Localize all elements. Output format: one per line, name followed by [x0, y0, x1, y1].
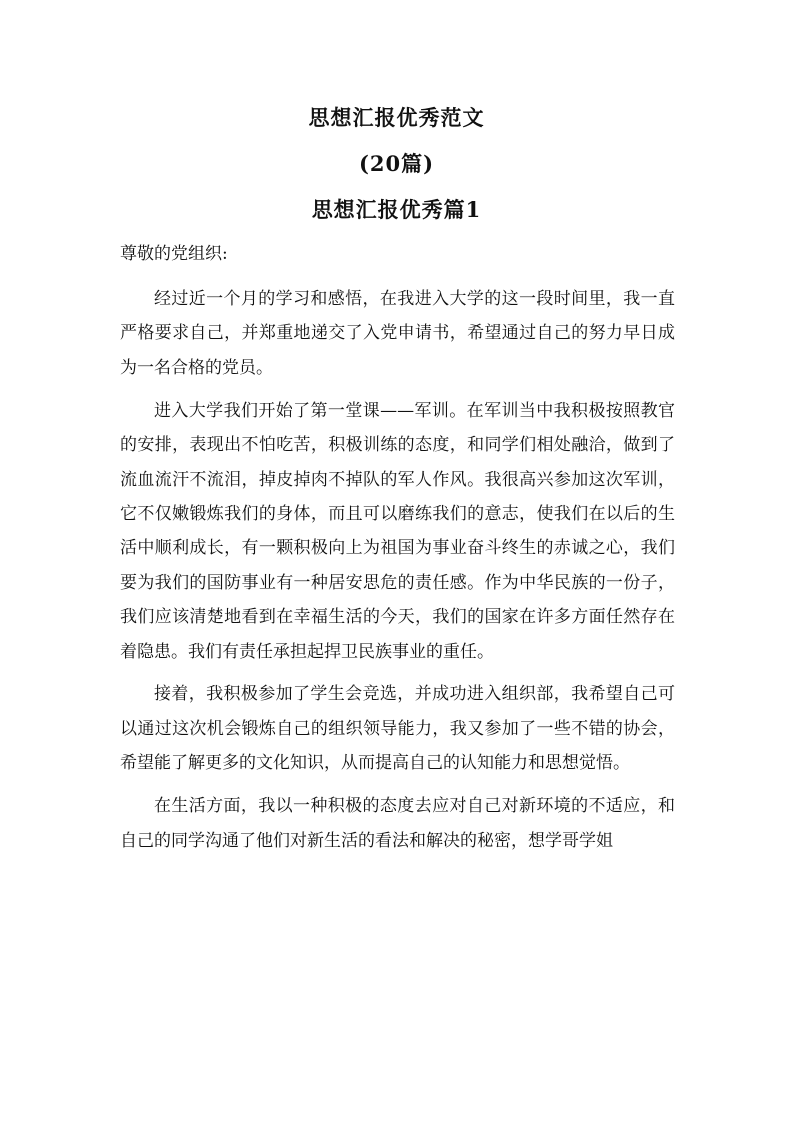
paragraph-1: 经过近一个月的学习和感悟，在我进入大学的这一段时间里，我一直严格要求自己，并郑重地递交了入党申请书，希望通过自己的努力早日成为一名合格的党员。	[120, 289, 675, 378]
body-text	[120, 282, 675, 867]
paragraph-2: 进入大学我们开始了第一堂课——军训。在军训当中我积极按照教官的安排，表现出不怕吃苦，积极训练的态度，和同学们相处融洽，做到了流血流汗不流泪，掉皮掉肉不掉队的军人作风。我很高兴参加这次军训，它不仅嫩锻炼我们的身体，而且可以磨练我们的意志，使我们在以后的生活中顺利成长，有一颗积极向上为祖国为事业奋斗终生的赤诚之心，我们要为我们的国防事业有一种居安思危的责任感。作为中华民族的一份子，我们应该清楚地看到在幸福生活的今天，我们的国家在许多方面任然存在着隐患。我们有责任承担起捍卫民族事业的重任。	[120, 400, 675, 662]
document-subtitle: (20篇)	[358, 151, 435, 176]
paragraph-4: 在生活方面，我以一种积极的态度去应对自己对新环境的不适应，和自己的同学沟通了他们对新生活的看法和解决的秘密，想学哥学姐	[120, 796, 675, 851]
salutation: 尊敬的党组织:	[120, 244, 228, 264]
section-title: 思想汇报优秀篇1	[311, 197, 482, 222]
paragraph-3: 接着，我积极参加了学生会竞选，并成功进入组织部，我希望自己可以通过这次机会锻炼自己的组织领导能力，我又参加了一些不错的协会，希望能了解更多的文化知识，从而提高自己的认知能力和思想觉悟。	[120, 684, 675, 774]
document-title: 思想汇报优秀范文	[308, 105, 485, 130]
